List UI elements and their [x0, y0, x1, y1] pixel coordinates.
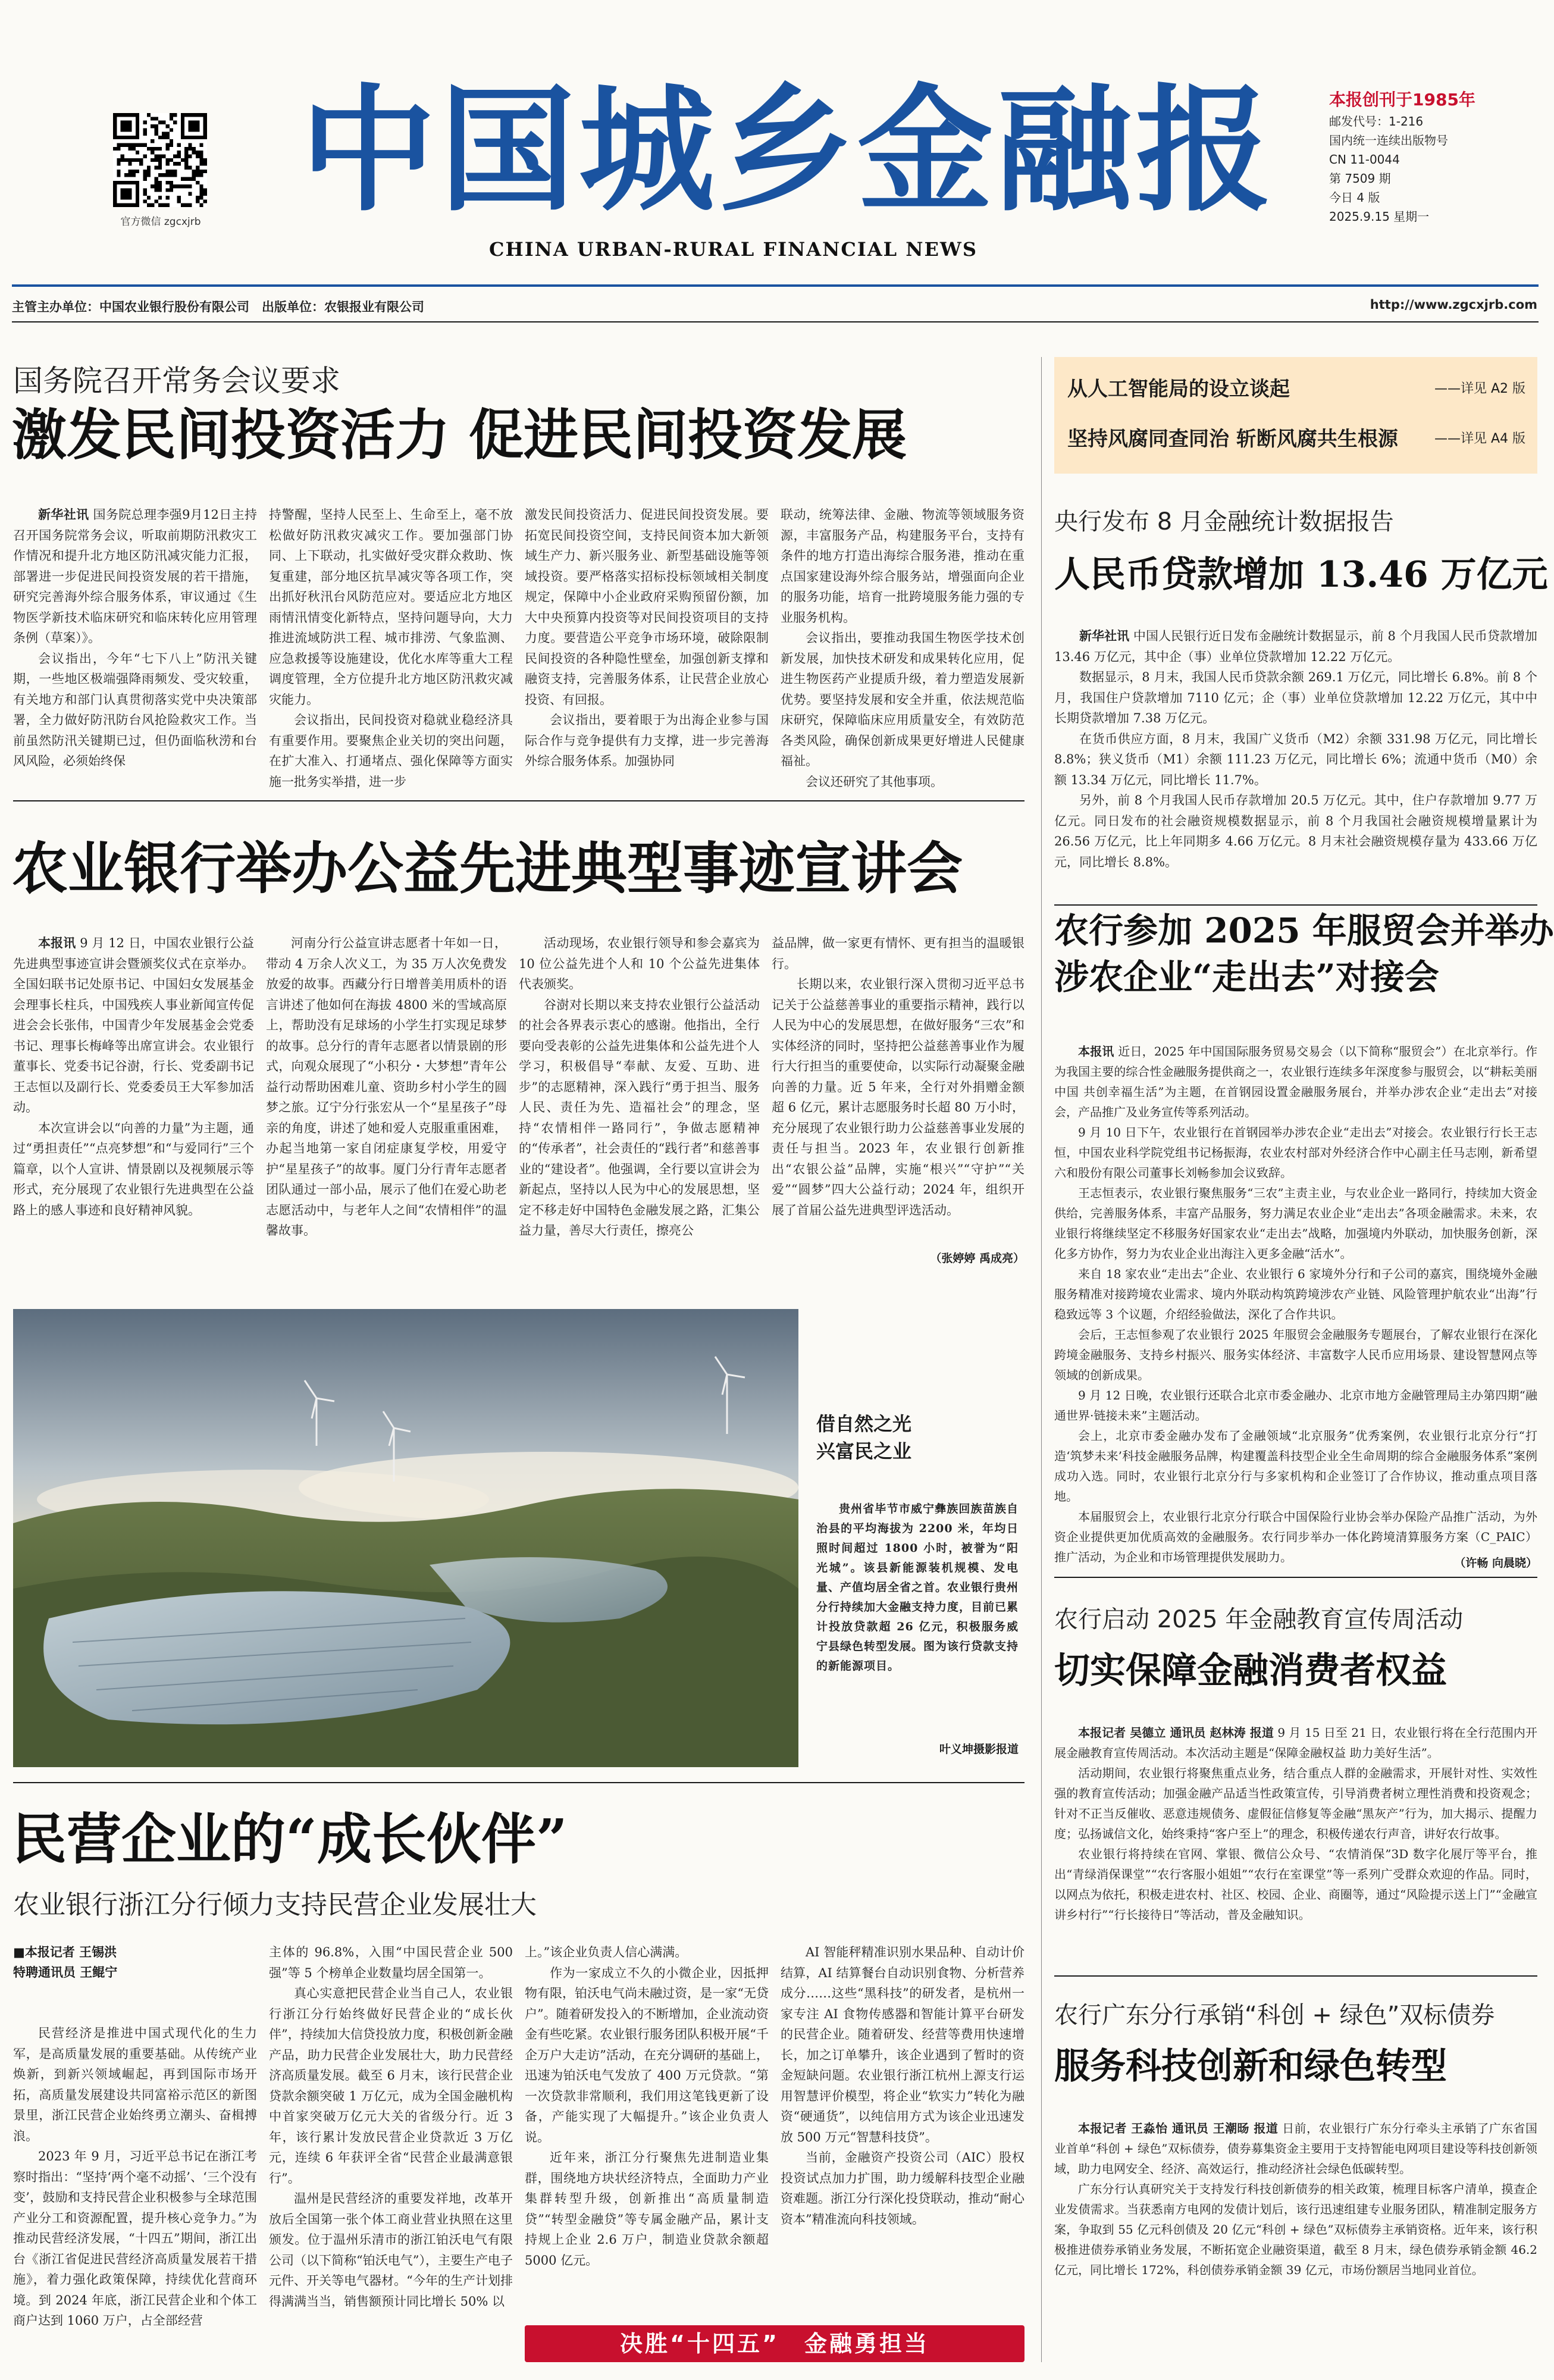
green-headline: 服务科技创新和绿色转型	[1054, 2046, 1447, 2087]
header-bottom-rule	[12, 321, 1539, 322]
qr-code	[113, 113, 207, 207]
edu-body	[1054, 1723, 1537, 2032]
paragraph: 来自 18 家农业“走出去”企业、农业银行 6 家境外分行和子公司的嘉宾，围绕境外金融服务精准对接跨境农业需求、境内外联动构筑跨境涉农产业链、风险管理护航农业“出海”行稳致远等 3 个议题，介绍经验做法，深化了合作共识。	[1054, 1267, 1537, 1321]
charity-column-4	[772, 933, 1024, 1248]
column-divider	[1041, 357, 1042, 2362]
sponsor-line: 主管主办单位：中国农业银行股份有限公司 出版单位：农银报业有限公司	[12, 300, 424, 314]
paragraph: 本报记者 吴德立 通讯员 赵林涛 报道 9 月 15 日至 21 日，农业银行将在全行范围内开展金融教育宣传周活动。本次活动主题是“保障金融权益 助力美好生活”。	[1054, 1726, 1537, 1760]
paragraph: 上。”该企业负责人信心满满。	[525, 1945, 688, 1959]
lead-column-2	[269, 505, 513, 790]
paragraph: 王志恒表示，农业银行聚焦服务“三农”主责主业，与农业企业一路同行，持续加大资金供给，完善服务体系，丰富产品服务，努力满足农业企业“走出去”各项金融需求。未来，农业银行将继续坚定不移服务好国家农业“走出去”战略，加强境内外联动，加快服务创新，深化多方协作，努力为农业企业出海注入更多金融“活水”。	[1054, 1186, 1537, 1261]
photo-bottom-rule	[13, 1782, 1024, 1783]
paragraph: 益品牌，做一家更有情怀、更有担当的温暖银行。	[772, 936, 1024, 971]
paragraph: 会议还研究了其他事项。	[806, 774, 943, 789]
paragraph: 广东分行认真研究关于支持发行科技创新债券的相关政策，梳理目标客户清单，摸查企业发债需求。当获悉南方电网的发债计划后，该行迅速组建专业服务团队，精准制定服务方案，争取到 55 亿元科创债及 20 亿元“科创 + 绿色”双标债券主承销资格。近年来，该行积极推进债券承销业务发展，不断拓宽企业融资渠道，截至 8 月末，绿色债券承销金额 46.2 亿元，同比增长 172%，科创债券承销金额 39 亿元，市场份额居当地同业首位。	[1054, 2182, 1537, 2277]
paragraph: 本报讯 近日，2025 年中国国际服务贸易交易会（以下简称“服贸会”）在北京举行。作为我国主要的综合性金融服务提供商之一，农业银行连续多年深度参与服贸会，以“耕耘美丽中国 共创幸福生活”为主题，在首钢园设置金融服务展台，并举办涉农企业“走出去”对接会，产品推广及业务宣传等系列活动。	[1054, 1044, 1538, 1119]
lead-bottom-rule	[13, 800, 1024, 801]
paragraph: 主体的 96.8%，入围“中国民营企业 500 强”等 5 个榜单企业数量均居全国第一。	[269, 1945, 513, 1980]
paragraph: 长期以来，农业银行深入贯彻习近平总书记关于公益慈善事业的重要指示精神，践行以人民为中心的发展思想，在做好服务“三农”和实体经济的同时，坚持把公益慈善事业作为履行大行担当的重要使命，以实际行动凝聚金融向善的力量。近 5 年来，全行对外捐赠金额超 6 亿元，累计志愿服务时长超 80 万小时，充分展现了农业银行助力公益慈善事业发展的责任与担当。2023 年，农业银行创新推出“农银公益”品牌，实施“根兴”“守护”“关爱”“圆梦”四大公益行动；2024 年，组织开展了首届公益先进典型评选活动。	[772, 977, 1024, 1217]
paragraph: 近年来，浙江分行聚焦先进制造业集群，围绕地方块状经济特点，全面助力产业集群转型升级，创新推出“高质量制造贷”“转型金融贷”等专属金融产品，累计支持规上企业 2.6 万户，制造业贷款余额超 5000 亿元。	[525, 2150, 769, 2268]
credit-body	[1054, 626, 1537, 903]
lead-column-1	[13, 505, 257, 790]
photo-title-line: 借自然之光	[816, 1413, 912, 1435]
cn-number: CN 11-0044	[1329, 152, 1400, 167]
page-count: 今日 4 版	[1329, 190, 1380, 205]
paragraph: 当前，金融资产投资公司（AIC）股权投资试点加力扩围，助力缓解科技型企业融资难题。浙江分行深化投贷联动，推动“耐心资本”精准流向科技领域。	[781, 2150, 1024, 2226]
photo-credit: 叶义坤摄影报道	[939, 1743, 1019, 1756]
paragraph: 会上，北京市委金融办发布了金融领域“北京服务”优秀案例，农业银行北京分行“打造‘筑梦未来’科技金融服务品牌，构建覆盖科技型企业全生命周期的综合金融服务体系”案例成功入选。同时，农业银行北京分行与多家机构和企业签订了合作协议，推动重点项目落地。	[1054, 1429, 1537, 1504]
private-column-1	[13, 2023, 257, 2360]
private-headline: 民营企业的“成长伙伴”	[12, 1807, 568, 1871]
paragraph: 作为一家成立不久的小微企业，因抵押物有限，铂沃电气尚未融过资，是一家“无贷户”。随着研发投入的不断增加，企业流动资金有些吃紧。农业银行服务团队积极开展“千企万户大走访”活动，在充分调研的基础上，迅速为铂沃电气发放了 400 万元贷款。“第一次贷款非常顺利，我们用这笔钱更新了设备，产能实现了大幅提升。”该企业负责人说。	[525, 1965, 769, 2144]
expo-headline-line: 涉农企业“走出去”对接会	[1054, 957, 1439, 997]
masthead-rule	[12, 284, 1539, 287]
newspaper-title: 中国城乡金融报	[300, 71, 1275, 230]
private-column-3	[525, 1942, 769, 2360]
paragraph: 本报记者 王淼怡 通讯员 王潮旸 报道 日前，农业银行广东分行牵头主承销了广东省国业首单“科创 + 绿色”双标债券，债券募集资金主要用于支持智能电网项目建设等科技创新领域，助力电网安全、经济、高效运行，推动经济社会绿色低碳转型。	[1054, 2121, 1538, 2176]
expo-bottom-rule	[1054, 1577, 1537, 1578]
edu-headline: 切实保障金融消费者权益	[1054, 1650, 1447, 1692]
teaser-text: 从人工智能局的设立谈起	[1067, 377, 1290, 401]
charity-column-1	[13, 933, 254, 1270]
paragraph: 会议指出，今年“七下八上”防汛关键期，一些地区极端强降雨频发、受灾较重，有关地方和部门认真贯彻落实党中央决策部署，全力做好防汛防台风抢险救灾工作。当前虽然防汛关键期已过，但仍面临秋涝和台风风险，必须始终保	[13, 651, 257, 768]
teaser-box	[1054, 357, 1537, 474]
byline-reporter: ■本报记者 王锡洪	[13, 1945, 117, 1959]
teaser-ref: ——详见 A4 版	[1434, 431, 1525, 446]
green-body	[1054, 2118, 1537, 2362]
photo-title	[816, 1410, 935, 1465]
private-column-2	[269, 1942, 513, 2360]
paragraph: 温州是民营经济的重要发祥地，改革开放后全国第一张个体工商业营业执照在这里颁发。位于温州乐清市的浙江铂沃电气有限公司（以下简称“铂沃电气”），主要生产电子元件、开关等电气器材。“今年的生产计划排得满满当当，销售额预计同比增长 50% 以	[269, 2191, 513, 2309]
edu-kicker: 农行启动 2025 年金融教育宣传周活动	[1054, 1606, 1464, 1633]
lead-column-3	[525, 505, 769, 790]
photo-caption: 贵州省毕节市威宁彝族回族苗族自治县的平均海拔为 2200 米，年均日照时间超过 1800 小时，被誉为“阳光城”。该县新能源装机规模、发电量、产值均居全省之首。农业银行贵州分行持续加大金融支持力度，目前已累计投放贷款超 26 亿元，积极服务威宁县绿色转型发展。图为该行贷款支持的新能源项目。	[816, 1502, 1019, 1673]
paragraph: 联动，统筹法律、金融、物流等领域服务资源，丰富服务产品，构建服务平台，支持有条件的地方打造出海综合服务港，推动在重点国家建设海外综合服务站，增强面向企业的服务功能，培育一批跨境服务能力强的专业服务机构。	[781, 508, 1024, 625]
paragraph: 会议指出，要着眼于为出海企业参与国际合作与竞争提供有力支撑，进一步完善海外综合服务体系。加强协同	[525, 713, 769, 768]
paragraph: 持警醒，坚持人民至上、生命至上，毫不放松做好防汛救灾减灾工作。要加强部门协同、上下联动，扎实做好受灾群众救助、恢复重建，部分地区抗旱减灾等各项工作，突出抓好秋汛台风防范应对。要适应北方地区雨情汛情变化新特点，坚持问题导向，大力推进流域防洪工程、城市排涝、气象监测、应急救援等设施建设，优化水库等重大工程调度管理，全方位提升北方地区防汛救灾减灾能力。	[269, 508, 513, 707]
private-column-4	[781, 1942, 1024, 2332]
masthead-info	[1329, 88, 1525, 226]
photo-title-line: 兴富民之业	[816, 1440, 912, 1463]
credit-bottom-rule	[1054, 904, 1537, 906]
paragraph: 本次宣讲会以“向善的力量”为主题，通过“勇担责任”“点亮梦想”和“与爱同行”三个篇章，以个人宣讲、情景剧以及视频展示等形式，充分展现了农业银行先进典型在公益路上的感人事迹和良好精神风貌。	[13, 1120, 254, 1217]
byline-correspondent: 特聘通讯员 王鲲宁	[13, 1965, 118, 1980]
website-link[interactable]: http://www.zgcxjrb.com	[1370, 298, 1537, 312]
teaser-ref: ——详见 A2 版	[1434, 381, 1525, 396]
paragraph: 本届服贸会上，农业银行北京分行联合中国保险行业协会举办保险产品推广活动，为外资企业提供更加优质高效的金融服务。农行同步举办一体化跨境清算服务方案（C_PAIC）推广活动，为企业和市场管理提供发展助力。	[1054, 1510, 1537, 1564]
newspaper-english-title: CHINA URBAN-RURAL FINANCIAL NEWS	[489, 238, 977, 261]
qr-caption: 官方微信 zgcxjrb	[120, 216, 201, 228]
expo-headline-line: 农行参加 2025 年服贸会并举办	[1054, 910, 1554, 951]
paragraph: 数据显示，8 月末，我国人民币贷款余额 269.1 万亿元，同比增长 6.8%。前 8 个月，我国住户贷款增加 7110 亿元；企（事）业单位贷款增加 12.22 万亿元，其中中长期贷款增加 7.38 万亿元。	[1054, 670, 1537, 725]
private-byline	[13, 1942, 257, 1983]
paragraph: 激发民间投资活力、促进民间投资发展。要拓宽民间投资空间，支持民间资本加大新领域生产力、新兴服务业、新型基础设施等领域投资。要严格落实招标投标领域相关制度规定，保障中小企业政府采购预留份额，加大中央预算内投资等对民间投资项目的支持力度。要营造公平竞争市场环境，破除限制民间投资的各种隐性壁垒，加强创新支撑和融资支持，完善服务体系，让民营企业放心投资、有回报。	[525, 508, 769, 707]
paragraph: 在货币供应方面，8 月末，我国广义货币（M2）余额 331.98 万亿元，同比增长 8.8%；狭义货币（M1）余额 111.23 万亿元，同比增长 6%；流通中货币（M0）余额 13.34 万亿元，同比增长 11.7%。	[1054, 731, 1537, 787]
paragraph: 会议指出，民间投资对稳就业稳经济具有重要作用。要聚焦企业关切的突出问题，在扩大准入、打通堵点、强化保障等方面实施一批务实举措，进一步	[269, 713, 513, 789]
paragraph: 活动期间，农业银行将聚焦重点业务，结合重点人群的金融需求，开展针对性、实效性强的教育宣传活动；加强金融产品适当性政策宣传，引导消费者树立理性消费和投资观念；针对不正当反催收、恶意违规债务、虚假征信修复等金融“黑灰产”行为，加大揭示、提醒力度；弘扬诚信文化，始终秉持“客户至上”的理念，积极传递农行声音，讲好农行故事。	[1054, 1766, 1537, 1841]
expo-credit: （许畅 向晨晓）	[1454, 1557, 1537, 1570]
charity-column-3	[519, 933, 760, 1270]
lead-headline: 激发民间投资活力 促进民间投资发展	[12, 403, 907, 467]
charity-headline: 农业银行举办公益先进典型事迹宣讲会	[12, 836, 963, 901]
charity-credit: （张婷婷 禹成亮）	[930, 1252, 1024, 1265]
issue-date: 2025.9.15 星期一	[1329, 209, 1430, 224]
issue-number: 第 7509 期	[1329, 171, 1391, 186]
paragraph: 真心实意把民营企业当自己人，农业银行浙江分行始终做好民营企业的“成长伙伴”，持续加大信贷投放力度，积极创新金融产品，助力民营企业发展壮大，助力民营经济高质量发展。截至 6 月末，该行民营企业贷款余额突破 1 万亿元，成为全国金融机构中首家突破万亿元大关的省级分行。近 3 年，该行累计发放民营企业贷款近 3 万亿元，连续 6 年获评全省“民营企业最满意银行”。	[269, 1986, 513, 2185]
paragraph: 民营经济是推进中国式现代化的生力军，是高质量发展的重要基础。从传统产业焕新，到新兴领域崛起，再到国际市场开拓，高质量发展建设共同富裕示范区的新图景里，浙江民营企业始终勇立潮头、奋楫搏浪。	[13, 2026, 257, 2143]
paragraph: 河南分行公益宣讲志愿者十年如一日，带动 4 万余人次义工，为 35 万人次免费发放爱的故事。西藏分行日增普美用质朴的语言讲述了他如何在海拔 4800 米的雪域高原上，帮助没有足球场的小学生打实现足球梦的故事。总分行的青年志愿者以情景剧的形式，向观众展现了“小积分・大梦想”青年公益行动帮助困难儿童、资助乡村小学生的圆梦之旅。辽宁分行张宏从一个“星星孩子”母亲的角度，讲述了她和爱人克服重重困难，办起当地第一家自闭症康复学校，用爱守护“星星孩子”的故事。厦门分行青年志愿者团队通过一部小品，展示了他们在爱心助老志愿活动中，与老年人之间“农情相伴”的温馨故事。	[266, 936, 507, 1238]
lead-column-4	[781, 505, 1024, 790]
paragraph: 另外，前 8 个月我国人民币存款增加 20.5 万亿元。其中，住户存款增加 9.77 万亿元。同日发布的社会融资规模数据显示，前 8 个月我国社会融资规模增量累计为 26.56 万亿元，比上年同期多 4.66 万亿元。8 月末社会融资规模存量为 433.66 万亿元，同比增长 8.8%。	[1054, 793, 1537, 869]
paragraph: 新华社讯 国务院总理李强9月12日主持召开国务院常务会议，听取前期防汛救灾工作情况和提升北方地区防汛减灾能力汇报，部署进一步促进民间投资发展的若干措施，研究完善海外综合服务体系，审议通过《生物医学新技术临床研究和临床转化应用管理条例（草案）》。	[13, 507, 257, 645]
credit-kicker: 央行发布 8 月金融统计数据报告	[1054, 508, 1394, 536]
paragraph: 9 月 10 日下午，农业银行在首钢园举办涉农企业“走出去”对接会。农业银行行长王志恒，中国农业科学院党组书记杨振海，农业农村部对外经济合作中心副主任马志刚，新希望六和股份有限公司董事长刘畅参加会议致辞。	[1054, 1125, 1537, 1180]
teaser-item[interactable]	[1067, 371, 1525, 407]
cn-label: 国内统一连续出版物号	[1329, 133, 1448, 148]
slogan-banner	[525, 2325, 1024, 2362]
paragraph: 9 月 12 日晚，农业银行还联合北京市委金融办、北京市地方金融管理局主办第四期“融通世界·链接未来”主题活动。	[1054, 1388, 1537, 1423]
green-kicker: 农行广东分行承销“科创 + 绿色”双标债券	[1054, 2002, 1495, 2029]
founded-line: 本报创刊于1985年	[1329, 90, 1475, 109]
private-subhead: 农业银行浙江分行倾力支持民营企业发展壮大	[13, 1890, 537, 1920]
expo-headline	[1054, 907, 1554, 1000]
paragraph: 谷澍对长期以来支持农业银行公益活动的社会各界表示衷心的感谢。他指出，全行要向受表彰的公益先进集体和公益先进个人学习，积极倡导“奉献、友爱、互助、进步”的志愿精神，深入践行“勇于担当、服务人民、责任为先、造福社会”的理念，坚持“农情相伴一路同行”，争做志愿精神的“传承者”，社会责任的“践行者”和慈善事业的“建设者”。他强调，全行要以宣讲会为新起点，坚持以人民为中心的发展思想，坚定不移走好中国特色金融发展之路，汇集公益力量，善尽大行责任，擦亮公	[519, 997, 760, 1238]
lead-kicker: 国务院召开常务会议要求	[13, 364, 340, 398]
teaser-text: 坚持风腐同查同治 斩断风腐共生根源	[1067, 427, 1398, 451]
edu-bottom-rule	[1054, 1975, 1537, 1977]
paragraph: 2023 年 9 月，习近平总书记在浙江考察时指出：“坚持‘两个毫不动摇’、‘三个没有变’，鼓励和支持民营企业积极参与全球范围产业分工和资源配置，提升核心竞争力。”为推动民营经济发展，“十四五”期间，浙江出台《浙江省促进民营经济高质量发展若干措施》，着力强化政策保障，持续优化营商环境。到 2024 年底，浙江民营企业和个体工商户达到 1060 万户，占全部经营	[13, 2149, 257, 2328]
credit-headline: 人民币贷款增加 13.46 万亿元	[1054, 554, 1548, 596]
postal-code: 邮发代号：1-216	[1329, 114, 1424, 129]
paragraph: 农业银行将持续在官网、掌银、微信公众号、“农情消保”3D 数字化展厅等平台，推出“青绿消保课堂”“农行客服小姐姐”“农行在室课堂”等一系列广受群众欢迎的作品。同时，以网点为依托，积极走进农村、社区、校园、企业、商圈等，通过“风险提示送上门”“金融宣讲乡村行”“行长接待日”等活动，普及金融知识。	[1054, 1847, 1537, 1922]
paragraph: 新华社讯 中国人民银行近日发布金融统计数据显示，前 8 个月我国人民币贷款增加 13.46 万亿元，其中企（事）业单位贷款增加 12.22 万亿元。	[1054, 628, 1538, 664]
teaser-item[interactable]	[1067, 421, 1525, 457]
paragraph: 会后，王志恒参观了农业银行 2025 年服贸会金融服务专题展台，了解农业银行在深化跨境金融服务、支持乡村振兴、服务实体经济、丰富数字人民币应用场景、建设智慧网点等领域的创新成果。	[1054, 1327, 1537, 1382]
slogan-text: 决胜“十四五” 金融勇担当	[620, 2331, 929, 2357]
paragraph: 活动现场，农业银行领导和参会嘉宾为 10 位公益先进个人和 10 个公益先进集体代表颁奖。	[519, 936, 760, 991]
paragraph: 会议指出，要推动我国生物医学技术创新发展，加快技术研发和成果转化应用，促进生物医药产业提质升级，着力塑造发展新优势。要坚持发展和安全并重，依法规范临床研究，保障临床应用质量安全，有效防范各类风险，确保创新成果更好增进人民健康福祉。	[781, 631, 1024, 768]
charity-column-2	[266, 933, 507, 1270]
paragraph: 本报讯 9 月 12 日，中国农业银行公益先进典型事迹宣讲会暨颁奖仪式在京举办。全国妇联书记处原书记、中国妇女发展基金会理事长柱兵，中国残疾人事业新闻宣传促进会会长张伟，中国青少年发展基金会党委书记、理事长梅峰等出席宣讲会。农业银行董事长、党委书记谷澍，行长、党委副书记王志恒以及副行长、党委委员王大军参加活动。	[13, 935, 254, 1114]
paragraph: AI 智能秤精准识别水果品种、自动计价结算，AI 结算餐台自动识别食物、分析营养成分……这些“黑科技”的研发者，是杭州一家专注 AI 食物传感器和智能计算平台研发的民营企业。随着研发、经营等费用快速增长，加之订单攀升，该企业遇到了暂时的资金短缺问题。农业银行浙江杭州上源支行运用智慧评价模型，将企业“软实力”转化为融资“硬通货”，以纯信用方式为该企业迅速发放 500 万元“智慧科技贷”。	[781, 1945, 1024, 2144]
solar-farm-photo	[13, 1309, 798, 1767]
